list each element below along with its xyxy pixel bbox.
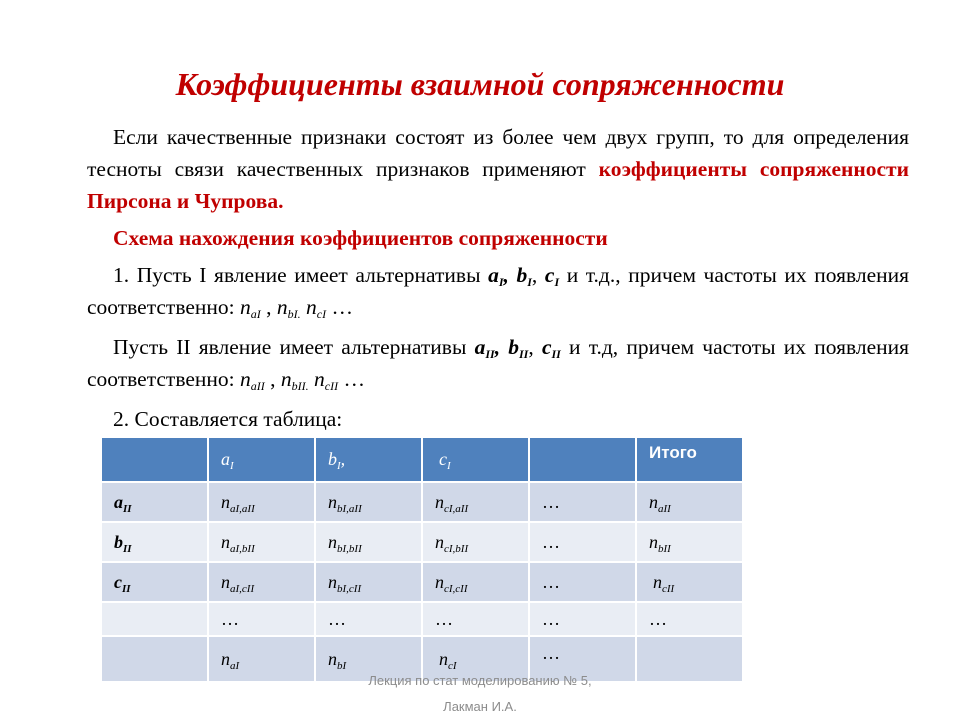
sep: ,	[531, 263, 545, 287]
table-row	[101, 562, 743, 602]
alt-c-II: $c_{II}$	[541, 335, 561, 361]
table-cell: $n_{aI}$	[208, 636, 315, 682]
step1-paragraph	[87, 259, 909, 323]
table-cell: …	[529, 562, 636, 602]
header-cell-total: Итого	[636, 437, 743, 482]
step1b-paragraph	[87, 331, 909, 395]
alt-c-I: $c_I$	[544, 263, 560, 289]
step1b-lead: Пусть II явление имеет альтернативы	[113, 335, 475, 359]
table-header-row	[101, 437, 743, 482]
contingency-table	[100, 436, 744, 683]
intro-text: Если качественные признаки состоят из более чем двух групп, то для определения тесноты связи качественных признаков применяют	[87, 125, 909, 181]
header-cell-aI: $a_I$	[208, 437, 315, 482]
table-cell: $n_{cI,aII}$	[422, 482, 529, 522]
step1b-tail: и т.д, причем частоты их появления соответственно:	[87, 335, 910, 391]
scheme-heading: Схема нахождения коэффициентов сопряженности	[113, 226, 608, 250]
freq-a-I: $n_{aI}$	[240, 295, 261, 321]
table-cell: $n_{bI,cII}$	[315, 562, 422, 602]
table-row	[101, 602, 743, 636]
slide-title: Коэффициенты взаимной сопряженности	[175, 66, 785, 102]
header-cell-empty	[101, 437, 208, 482]
table-cell: …	[422, 602, 529, 636]
header-cell-bI: $b_I$,	[315, 437, 422, 482]
freq-a-II: $n_{aII}$	[240, 367, 265, 393]
footer-line-2: Лакман И.А.	[443, 699, 517, 714]
table-cell: $n_{bII}$	[636, 522, 743, 562]
row-header-cII: $c_{II}$	[101, 562, 208, 602]
table-cell: $n_{aII}$	[636, 482, 743, 522]
step1-lead: 1. Пусть I явление имеет альтернативы	[113, 263, 489, 287]
table-cell: $n_{bI,bII}$	[315, 522, 422, 562]
table-cell: $n_{aI,aII}$	[208, 482, 315, 522]
intro-paragraph	[87, 121, 909, 217]
table-cell: $n_{aI,cII}$	[208, 562, 315, 602]
footer-line-1: Лекция по стат моделированию № 5,	[368, 673, 592, 688]
table-cell: …	[636, 602, 743, 636]
table-row	[101, 522, 743, 562]
freq-c-I: $n_{cI}$	[306, 295, 327, 321]
step2-paragraph: 2. Составляется таблица:	[113, 407, 343, 431]
ellipsis: …	[338, 367, 365, 391]
table-cell: $n_{cII}$	[636, 562, 743, 602]
alt-b-I: $b_I$	[516, 263, 532, 289]
table-cell: …	[208, 602, 315, 636]
intro-highlight: коэффициенты сопряженности Пирсона и Чупрова.	[87, 157, 910, 213]
sep: ,	[260, 295, 277, 319]
alt-a-II: $a_{II}$	[474, 335, 495, 361]
table-cell: $n_{bI,aII}$	[315, 482, 422, 522]
slide-footer	[300, 668, 660, 720]
alt-b-II: $b_{II}$	[508, 335, 529, 361]
freq-b-II: $n_{bII.}$	[280, 367, 309, 393]
table-cell: $n_{cI,cII}$	[422, 562, 529, 602]
table-cell	[101, 602, 208, 636]
ellipsis: …	[326, 295, 353, 319]
table-cell: $n_{aI,bII}$	[208, 522, 315, 562]
table-cell: $n_{cI,bII}$	[422, 522, 529, 562]
table-cell: …	[529, 636, 636, 682]
table-cell: …	[529, 522, 636, 562]
table-cell: …	[529, 482, 636, 522]
sep: ,	[528, 335, 542, 359]
row-header-aII: $a_{II}$	[101, 482, 208, 522]
alt-a-I: $a_I$	[488, 263, 504, 289]
table-cell: $n_{bI}$	[315, 636, 422, 682]
table-cell: $n_{cI}$	[422, 636, 529, 682]
step1-tail: и т.д., причем частоты их появления соответственно:	[87, 263, 910, 319]
table-row	[101, 482, 743, 522]
header-cell-blank	[529, 437, 636, 482]
table-cell: …	[529, 602, 636, 636]
freq-c-II: $n_{cII}$	[314, 367, 339, 393]
table-cell: …	[315, 602, 422, 636]
sep: ,	[264, 367, 281, 391]
table-cell	[101, 636, 208, 682]
freq-b-I: $n_{bI.}$	[276, 295, 301, 321]
sep: ,	[503, 263, 517, 287]
row-header-bII: $b_{II}$	[101, 522, 208, 562]
sep: ,	[494, 335, 509, 359]
header-cell-cI: $c_I$	[422, 437, 529, 482]
